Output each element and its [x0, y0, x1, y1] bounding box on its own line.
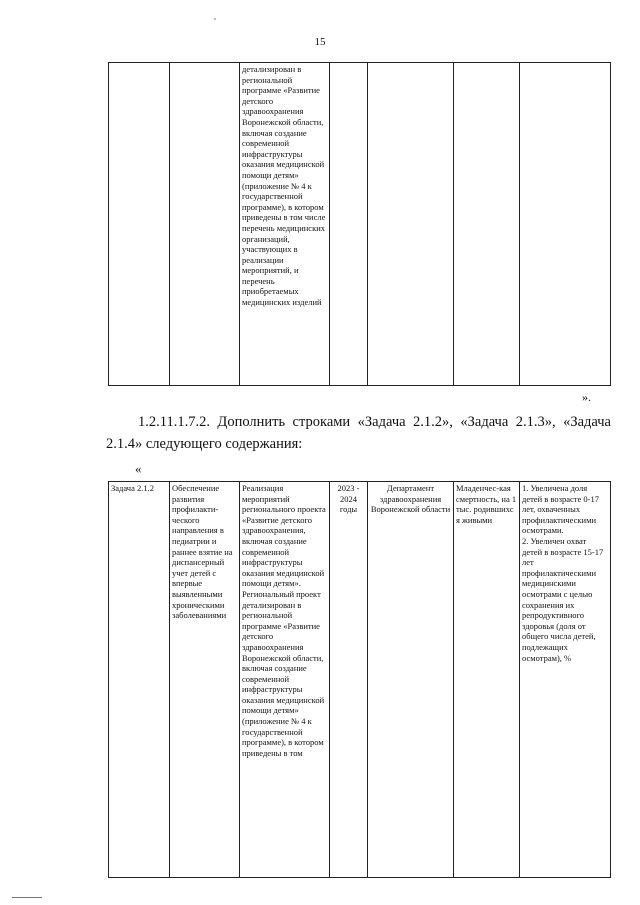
- table-row: [109, 482, 611, 878]
- table-cell: [520, 63, 611, 386]
- table-cell: [109, 63, 170, 386]
- table-continuation: [108, 62, 611, 386]
- page-number: 15: [314, 36, 326, 48]
- scan-dot: [214, 18, 216, 20]
- indicator-cell: Младенчес-кая смертность, на 1 тыс. родившихс я живыми: [454, 482, 520, 878]
- table-cell-details: детализирован в региональной программе «Развитие детского здравоохранения Воронежской области, включая создание современной инфраструктуры оказания медицинской помощи детям» (приложение № 4 к государственной программе), в котором приведены в том числе перечень медицинских организаций, участвующих в реализации мероприятий, и перечень приобретаемых медицинских изделий: [240, 63, 330, 386]
- opening-quote: «: [135, 461, 142, 476]
- table-task-2-1-2: [108, 481, 611, 878]
- years-cell: 2023 - 2024 годы: [330, 482, 368, 878]
- amendment-paragraph: 1.2.11.1.7.2. Дополнить строками «Задача 2.1.2», «Задача 2.1.3», «Задача 2.1.4» следующего содержания:: [106, 414, 611, 452]
- executor-cell: Департамент здравоохранения Воронежской области: [368, 482, 454, 878]
- table-cell: [330, 63, 368, 386]
- table-cell: [368, 63, 454, 386]
- footer-line: [12, 897, 42, 898]
- table-row: [109, 63, 611, 386]
- goal-cell: Обеспечение развития профилакти-ческого направления в педиатрии и раннее взятие на диспансерный учет детей с впервые выявленными хроническими заболеваниями: [170, 482, 240, 878]
- results-cell: 1. Увеличена доля детей в возрасте 0-17 лет, охваченных профилактическими осмотрами. 2. Увеличен охват детей в возрасте 15-17 лет профилактическими медицинскими осмотрами с целью сохранения их репродуктивного здоровья (доля от общего числа детей, подлежащих осмотрам), %: [520, 482, 611, 878]
- table-cell: [454, 63, 520, 386]
- closing-quote: ».: [582, 390, 591, 404]
- table-cell: [170, 63, 240, 386]
- measures-cell: Реализация мероприятий регионального проекта «Развитие детского здравоохранения, включая создание современной инфраструктуры оказания медицинской помощи детям». Региональный проект детализирован в региональной программе «Развитие детского здравоохранения Воронежской области, включая создание современной инфраструктуры оказания медицинской помощи детям» (приложение № 4 к государственной программе), в котором приведены в том: [240, 482, 330, 878]
- task-cell: Задача 2.1.2: [109, 482, 170, 878]
